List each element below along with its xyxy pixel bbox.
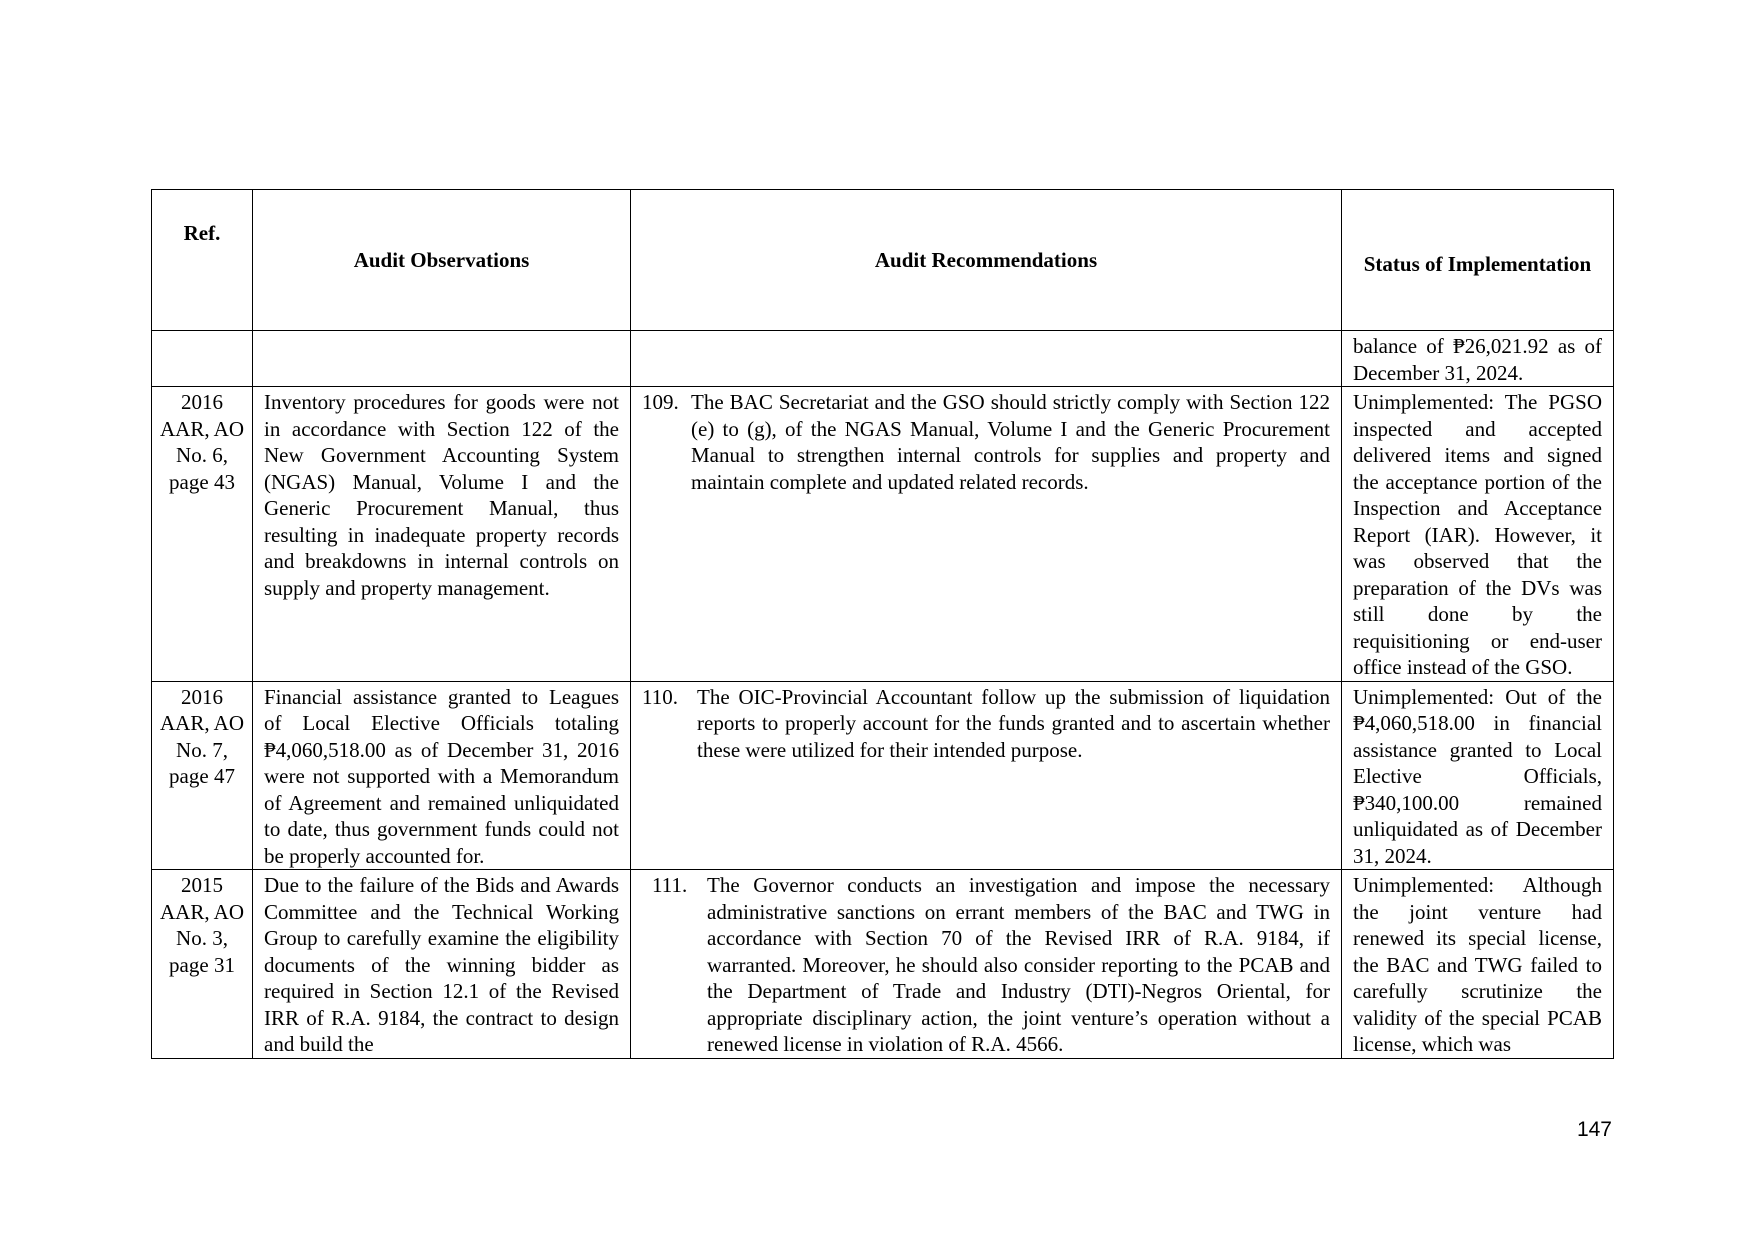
recommendation-text: The BAC Secretariat and the GSO should strictly comply with Section 122 (e) to (g), of the NGAS Manual, Volume I and the Generic Procurement Manual to strengthen internal controls for supplies and property and maintain complete and updated related records.	[691, 390, 1330, 494]
recommendation-number: 111.	[652, 873, 688, 897]
recommendation-cell	[631, 331, 1342, 387]
page-number: 147	[1576, 1118, 1612, 1141]
ref-cell: 2016 AAR, AO No. 7, page 47	[152, 681, 253, 870]
observation-cell: Due to the failure of the Bids and Awards Committee and the Technical Working Group to carefully examine the eligibility documents of the winning bidder as required in Section 12.1 of the Revised IRR of R.A. 9184, the contract to design and build the	[253, 870, 631, 1059]
recommendation-number: 109.	[642, 390, 679, 414]
header-ref: Ref.	[152, 190, 253, 331]
observation-cell: Financial assistance granted to Leagues of Local Elective Officials totaling ₱4,060,518.00 as of December 31, 2016 were not supported with a Memorandum of Agreement and remained unliquidated to date, thus government funds could not be properly accounted for.	[253, 681, 631, 870]
header-audit-observations: Audit Observations	[253, 190, 631, 331]
recommendation-cell	[631, 870, 1342, 1059]
ref-cell	[152, 331, 253, 387]
observation-cell: Inventory procedures for goods were not in accordance with Section 122 of the New Government Accounting System (NGAS) Manual, Volume I and the Generic Procurement Manual, thus resulting in inadequate property records and breakdowns in internal controls on supply and property management.	[253, 387, 631, 682]
table-row	[152, 387, 1614, 682]
table-row	[152, 681, 1614, 870]
audit-status-table	[151, 189, 1614, 1059]
recommendation-cell	[631, 681, 1342, 870]
status-cell: Unimplemented: Although the joint venture had renewed its special license, the BAC and TWG failed to carefully scrutinize the validity of the special PCAB license, which was	[1342, 870, 1614, 1059]
header-audit-recommendations: Audit Recommendations	[631, 190, 1342, 331]
recommendation-text: The OIC-Provincial Accountant follow up the submission of liquidation reports to properly account for the funds granted and to ascertain whether these were utilized for their intended purpose.	[697, 684, 1330, 762]
table-row	[152, 331, 1614, 387]
recommendation-text: The Governor conducts an investigation and impose the necessary administrative sanctions on errant members of the BAC and TWG in accordance with Section 70 of the Revised IRR of R.A. 9184, if warranted. Moreover, he should also consider reporting to the PCAB and the Department of Trade and Industry (DTI)-Negros Oriental, for appropriate disciplinary action, the joint venture’s operation without a renewed license in violation of R.A. 4566.	[707, 873, 1330, 1056]
recommendation-number: 110.	[642, 684, 678, 709]
ref-cell: 2016 AAR, AO No. 6, page 43	[152, 387, 253, 682]
observation-cell	[253, 331, 631, 387]
status-cell: balance of ₱26,021.92 as of December 31, 2024.	[1342, 331, 1614, 387]
status-cell: Unimplemented: The PGSO inspected and accepted delivered items and signed the acceptance portion of the Inspection and Acceptance Report (IAR). However, it was observed that the preparation of the DVs was still done by the requisitioning or end-user office instead of the GSO.	[1342, 387, 1614, 682]
recommendation-cell	[631, 387, 1342, 682]
ref-cell: 2015 AAR, AO No. 3, page 31	[152, 870, 253, 1059]
table-row	[152, 870, 1614, 1059]
header-status-of-implementation: Status of Implementation	[1342, 190, 1614, 331]
table-header-row	[152, 190, 1614, 331]
status-cell: Unimplemented: Out of the ₱4,060,518.00 in financial assistance granted to Local Elective Officials, ₱340,100.00 remained unliquidated as of December 31, 2024.	[1342, 681, 1614, 870]
